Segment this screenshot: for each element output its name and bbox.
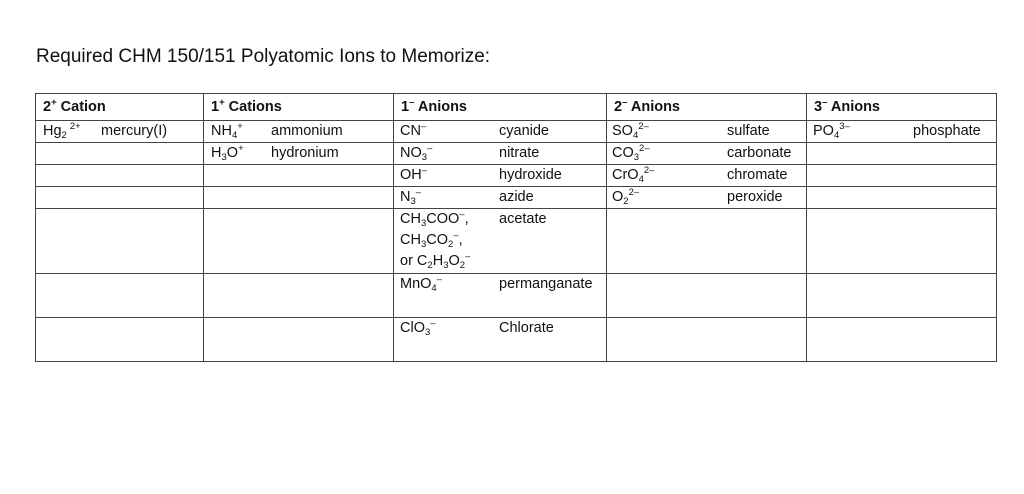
ion-formula-acetate-2: $CH_3CO_2^-$, (400, 230, 463, 250)
ion-name-ammonium: ammonium (271, 123, 343, 139)
ion-formula-no3: $NO_3^-$ (400, 143, 433, 163)
table-row (36, 143, 997, 165)
ion-formula-acetate-3: or $C_2H_3O_2^-$ (400, 251, 471, 271)
table-row (36, 274, 997, 318)
ion-formula-n3: $N_3^-$ (400, 187, 422, 207)
ion-formula-h3o: $H_3O^+$ (211, 143, 244, 163)
document-title: Required CHM 150/151 Polyatomic Ions to Memorize: (36, 46, 491, 67)
ion-formula-cn: CN– (400, 121, 427, 139)
header-row (36, 94, 997, 121)
table-row (36, 165, 997, 187)
ion-formula-nh4: $NH_4^+$ (211, 121, 243, 141)
ion-name-cyanide: cyanide (499, 123, 549, 139)
ion-formula-clo3: ClO$_3$– (400, 318, 436, 338)
ion-formula-cro4: CrO$_4^{2-}$ (612, 165, 655, 185)
ion-formula-oh: OH– (400, 165, 428, 183)
header-1minus-anions: 1– Anions (394, 94, 607, 121)
ion-formula-po4: $PO_4^{3-}$ (813, 121, 850, 141)
polyatomic-ions-table (35, 93, 997, 362)
header-2plus-cation: 2+ Cation (36, 94, 204, 121)
ion-name-acetate: acetate (499, 211, 547, 227)
header-2minus-anions: 2– Anions (607, 94, 807, 121)
ion-name-carbonate: carbonate (727, 145, 792, 161)
ion-formula-o2: $O_2^{2-}$ (612, 187, 640, 207)
ion-name-chromate: chromate (727, 167, 788, 183)
ion-name-peroxide: peroxide (727, 189, 783, 205)
header-3minus-anions: 3– Anions (807, 94, 997, 121)
ion-name-hydronium: hydronium (271, 145, 339, 161)
header-1plus-cations: 1+ Cations (204, 94, 394, 121)
table-row (36, 187, 997, 209)
ion-formula-acetate-1: $CH_3COO^-$, (400, 209, 469, 229)
ion-name-hydroxide: hydroxide (499, 167, 562, 183)
ion-formula-so4: $SO_4^{2-}$ (612, 121, 649, 141)
ion-name-mercury: mercury(I) (101, 123, 168, 139)
ion-name-phosphate: phosphate (913, 123, 981, 139)
ion-name-permanganate: permanganate (499, 276, 593, 292)
table-row (36, 318, 997, 362)
ion-formula-co3: $CO_3^{2-}$ (612, 143, 650, 163)
ion-name-sulfate: sulfate (727, 123, 770, 139)
ion-name-azide: azide (499, 189, 534, 205)
table-row (36, 121, 997, 143)
ion-formula-hg2: $Hg_2^{2+}$ (43, 121, 81, 141)
ion-formula-mno4: MnO$_4$– (400, 274, 443, 294)
ion-name-nitrate: nitrate (499, 145, 540, 161)
table-row (36, 209, 997, 274)
ion-name-chlorate: Chlorate (499, 320, 554, 336)
